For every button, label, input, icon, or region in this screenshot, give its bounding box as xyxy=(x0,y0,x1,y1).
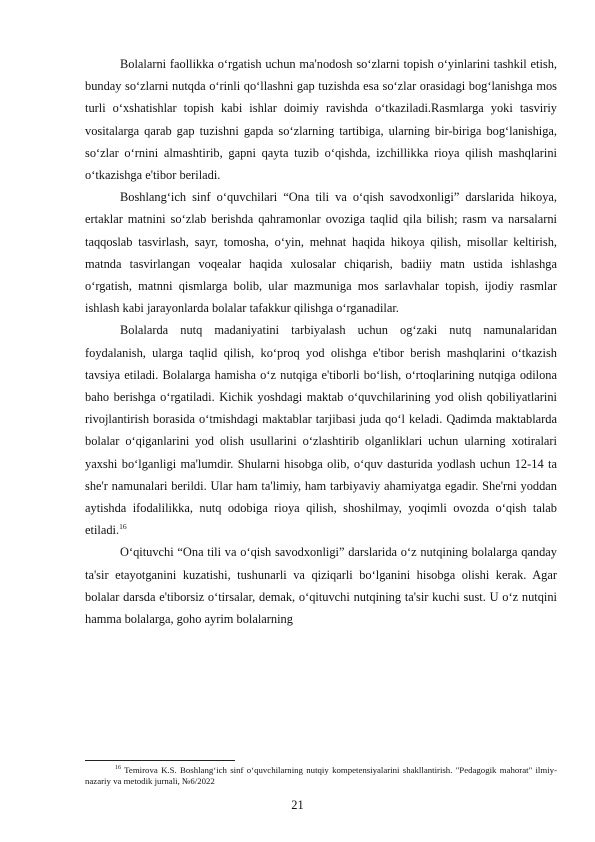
paragraph-1: Bolalarni faollikka oʻrgatish uchun ma'nodosh soʻzlarni topish oʻyinlarini tashkil etish, bunday soʻzlarni nutqda oʻrinli qoʻllashni gap tuzishda esa soʻzlar orasidagi bogʻlanishga mos turli oʻxshatishlar topish kabi ishlar doimiy ravishda oʻtkaziladi.Rasmlarga yoki tasviriy vositalarga qarab gap tuzishni gapda soʻzlarning tartibiga, ularning bir-biriga bogʻlanishiga, soʻzlar oʻrnini almashtirib, gapni qayta tuzib oʻqishda, izchillikka rioya qilish mashqlarini oʻtkazishga e'tibor beriladi. xyxy=(85,57,557,183)
body-text xyxy=(85,53,557,630)
footnote-reference: 16 xyxy=(119,522,127,532)
footnote-divider xyxy=(85,760,235,761)
footnote-number: 16 xyxy=(115,765,121,771)
paragraph-4: Oʻqituvchi “Ona tili va oʻqish savodxonligi” darslarida oʻz nutqining bolalarga qanday ta'sir etayotganini kuzatishi, tushunarli va qiziqarli boʻlganini hisobga olishi kerak. Agar bolalar darsda e'tiborsiz oʻtirsalar, demak, oʻqituvchi nutqining ta'sir kuchi sust. U oʻz nutqini hamma bolalarga, goho ayrim bolalarning xyxy=(85,545,557,627)
paragraph-3-text: Bolalarda nutq madaniyatini tarbiyalash uchun ogʻzaki nutq namunalaridan foydalanish, ularga taqlid qilish, koʻproq yod olishga e'tibor berish mashqlarini oʻtkazish tavsiya etiladi. Bolalarga hamisha oʻz nutqiga e'tiborli boʻlish, oʻrtoqlarining nutqiga odilona baho berishga oʻrgatiladi. Kichik yoshdagi maktab oʻquvchilarining yod olish qobiliyatlarini rivojlantirish borasida oʻtmishdagi maktablar tarjibasi juda qoʻl keladi. Qadimda maktablarda bolalar oʻqiganlarini yod olish usullarini oʻzlashtirib olganliklari uchun ularning xotiralari yaxshi boʻlganligi ma'lumdir. Shularni hisobga olib, oʻquv dasturida yodlash uchun 12-14 ta she'r namunalari berildi. Ular ham ta'limiy, ham tarbiyaviy ahamiyatga egadir. She'rni yoddan aytishda ifodalilikka, nutq odobiga rioya qilish, shoshilmay, yoqimli ovozda oʻqish talab etiladi. xyxy=(85,323,557,538)
page-number: 21 xyxy=(291,798,304,812)
footnote xyxy=(85,763,557,787)
footnote-text: Temirova K.S. Boshlangʻich sinf oʻquvchilarning nutqiy kompetensiyalarini shakllantirish. "Pedagogik mahorat" ilmiy-nazariy va metodik jurnali, №6/2022 xyxy=(85,764,557,786)
paragraph-3 xyxy=(85,319,557,541)
paragraph-2: Boshlangʻich sinf oʻquvchilari “Ona tili va oʻqish savodxonligi” darslarida hikoya, ertaklar matnini soʻzlab berishda qahramonlar ovoziga taqlid qila bilish; rasm va narsalarni taqqoslab tasvirlash, sayr, tomosha, oʻyin, mehnat haqida hikoya qilish, misollar keltirish, matnda tasvirlangan voqealar haqida xulosalar chiqarish, badiiy matn ustida ishlashga oʻrgatish, matnni qismlarga bolib, ular mazmuniga mos sarlavhalar topish, ijodiy rasmlar ishlash kabi jarayonlarda bolalar tafakkur qilishga oʻrganadilar. xyxy=(85,190,557,316)
